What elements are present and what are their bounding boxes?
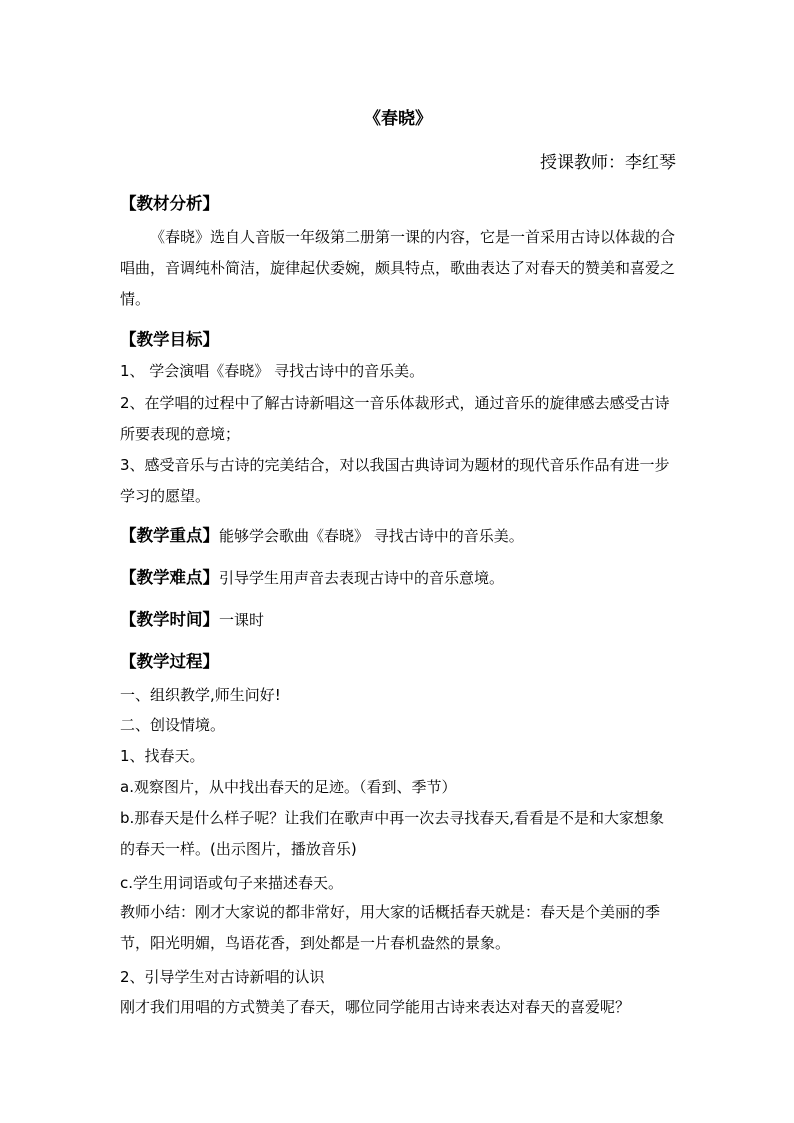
process-line: 2、引导学生对古诗新唱的认识: [120, 968, 325, 986]
process-line: b.那春天是什么样子呢？让我们在歌声中再一次去寻找春天,看看是不是和大家想象的春天一样。(出示图片，播放音乐): [120, 809, 665, 858]
document-title: 《春晓》: [364, 109, 432, 129]
goal-item-3: 3、感受音乐与古诗的完美结合，对以我国古典诗词为题材的现代音乐作品有进一步学习的愿望。: [120, 456, 670, 505]
process-heading: 【教学过程】: [120, 652, 219, 671]
goal-item-1: 1、 学会演唱《春晓》 寻找古诗中的音乐美。: [120, 362, 425, 380]
process-line: 一、组织教学,师生问好!: [120, 686, 281, 704]
goal-item-2: 2、在学唱的过程中了解古诗新唱这一音乐体裁形式，通过音乐的旋律感去感受古诗所要表现的意境；: [120, 394, 670, 443]
time-body: 一课时: [219, 611, 265, 629]
process-line: 二、创设情境。: [120, 716, 226, 734]
process-line: 刚才我们用唱的方式赞美了春天，哪位同学能用古诗来表达对春天的喜爱呢？: [120, 998, 631, 1016]
key-points-heading: 【教学重点】: [120, 526, 219, 545]
time-row: [120, 606, 264, 630]
difficulties-row: [120, 564, 504, 588]
key-points-row: [120, 522, 524, 546]
time-heading: 【教学时间】: [120, 610, 219, 629]
teacher-name: 授课教师：李红琴: [540, 153, 676, 173]
process-line: c.学生用词语或句子来描述春天。: [120, 874, 344, 892]
difficulties-body: 引导学生用声音去表现古诗中的音乐意境。: [219, 569, 505, 587]
process-line: 1、找春天。: [120, 747, 205, 765]
process-line: a.观察图片，从中找出春天的足迹。（看到、季节）: [120, 778, 457, 796]
analysis-body: 《春晓》选自人音版一年级第二册第一课的内容，它是一首采用古诗以体裁的合唱曲，音调纯朴简洁，旋律起伏委婉，颇具特点，歌曲表达了对春天的赞美和喜爱之情。: [120, 228, 676, 308]
goals-heading: 【教学目标】: [120, 330, 219, 349]
analysis-heading: 【教材分析】: [120, 194, 219, 213]
key-points-body: 能够学会歌曲《春晓》 寻找古诗中的音乐美。: [219, 527, 524, 545]
process-line: 教师小结：刚才大家说的都非常好，用大家的话概括春天就是：春天是个美丽的季节，阳光明媚，鸟语花香，到处都是一片春机盎然的景象。: [120, 903, 661, 952]
difficulties-heading: 【教学难点】: [120, 568, 219, 587]
